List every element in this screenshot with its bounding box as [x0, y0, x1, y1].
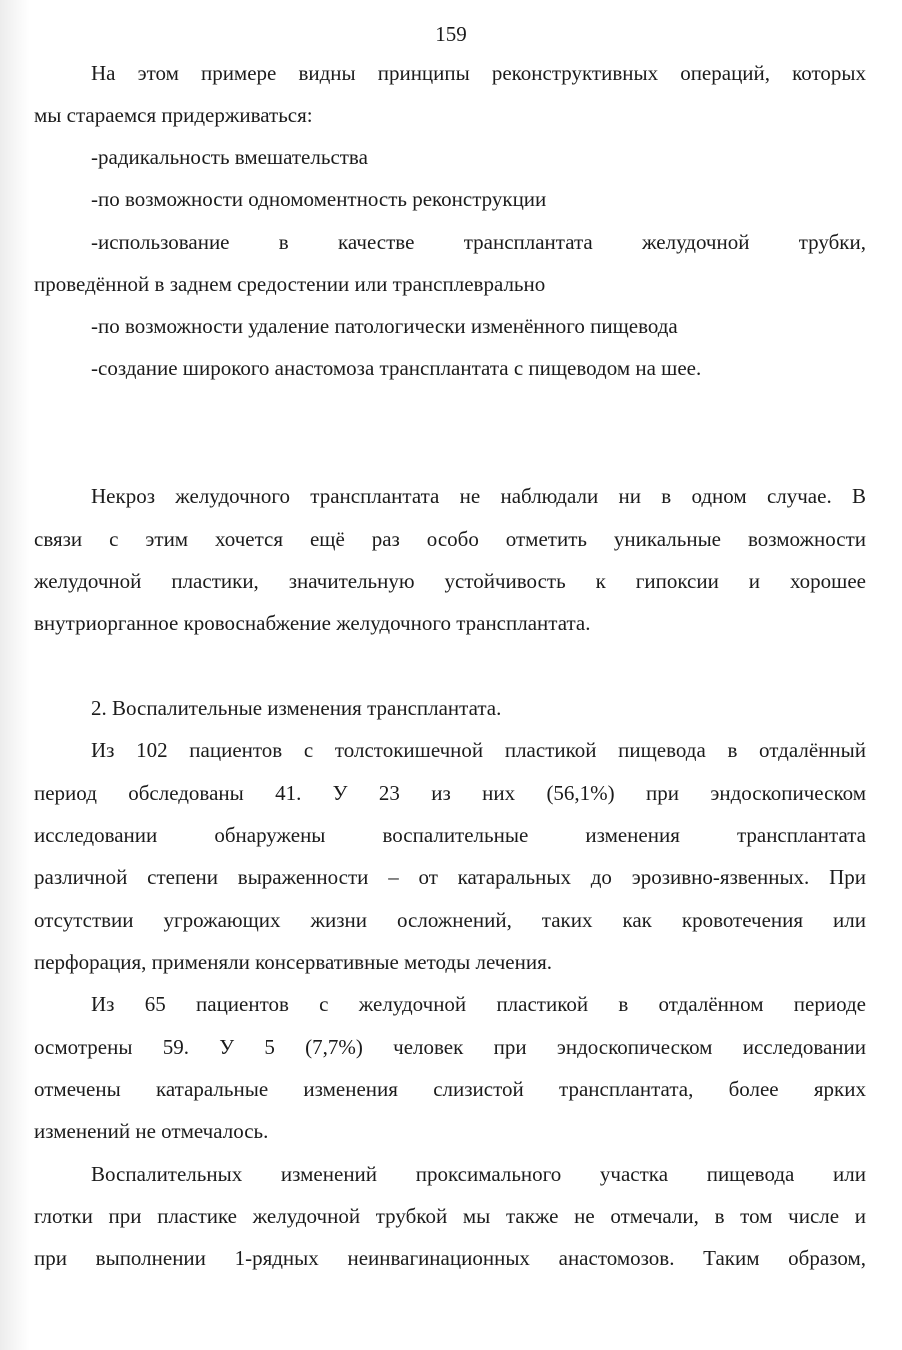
paragraph-4-line-4: изменений не отмечалось.	[34, 1119, 269, 1143]
paragraph-2-line-2: связи с этим хочется ещё раз особо отметить уникальные возможности	[34, 527, 866, 551]
paragraph-3-line-6: перфорация, применяли консервативные методы лечения.	[34, 950, 553, 974]
paragraph-3-line-3: исследовании обнаружены воспалительные изменения трансплантата	[34, 823, 866, 847]
list-item-2: -по возможности одномоментность реконструкции	[91, 187, 547, 211]
paragraph-5-line-3: при выполнении 1-рядных неинвагинационных анастомозов. Таким образом,	[34, 1246, 866, 1270]
paragraph-3-line-2: период обследованы 41. У 23 из них (56,1%) при эндоскопическом	[34, 781, 866, 805]
paragraph-1-line-1: На этом примере видны принципы реконструктивных операций, которых	[91, 61, 866, 85]
paragraph-4-line-3: отмечены катаральные изменения слизистой трансплантата, более ярких	[34, 1077, 866, 1101]
list-item-3-line-1: -использование в качестве трансплантата желудочной трубки,	[91, 230, 866, 254]
paragraph-2-line-3: желудочной пластики, значительную устойчивость к гипоксии и хорошее	[34, 569, 866, 593]
paragraph-3-line-4: различной степени выраженности – от катаральных до эрозивно-язвенных. При	[34, 865, 866, 889]
paragraph-5-line-1: Воспалительных изменений проксимального участка пищевода или	[91, 1162, 866, 1186]
paragraph-2-line-4: внутриорганное кровоснабжение желудочного трансплантата.	[34, 611, 591, 635]
section-heading: 2. Воспалительные изменения трансплантата.	[91, 696, 502, 720]
paragraph-2-line-1: Некроз желудочного трансплантата не наблюдали ни в одном случае. В	[91, 484, 866, 508]
list-item-3-line-2: проведённой в заднем средостении или трансплеврально	[34, 272, 546, 296]
paragraph-4-line-1: Из 65 пациентов с желудочной пластикой в отдалённом периоде	[91, 992, 866, 1016]
paragraph-3-line-1: Из 102 пациентов с толстокишечной пластикой пищевода в отдалённый	[91, 738, 866, 762]
paragraph-3-line-5: отсутствии угрожающих жизни осложнений, таких как кровотечения или	[34, 908, 866, 932]
list-item-4: -по возможности удаление патологически изменённого пищевода	[91, 314, 678, 338]
paragraph-5-line-2: глотки при пластике желудочной трубкой мы также не отмечали, в том числе и	[34, 1204, 866, 1228]
paragraph-1-line-2: мы стараемся придерживаться:	[34, 103, 313, 127]
page-number: 159	[435, 22, 467, 46]
paragraph-4-line-2: осмотрены 59. У 5 (7,7%) человек при эндоскопическом исследовании	[34, 1035, 866, 1059]
list-item-5: -создание широкого анастомоза трансплантата с пищеводом на шее.	[91, 356, 702, 380]
list-item-1: -радикальность вмешательства	[91, 145, 368, 169]
